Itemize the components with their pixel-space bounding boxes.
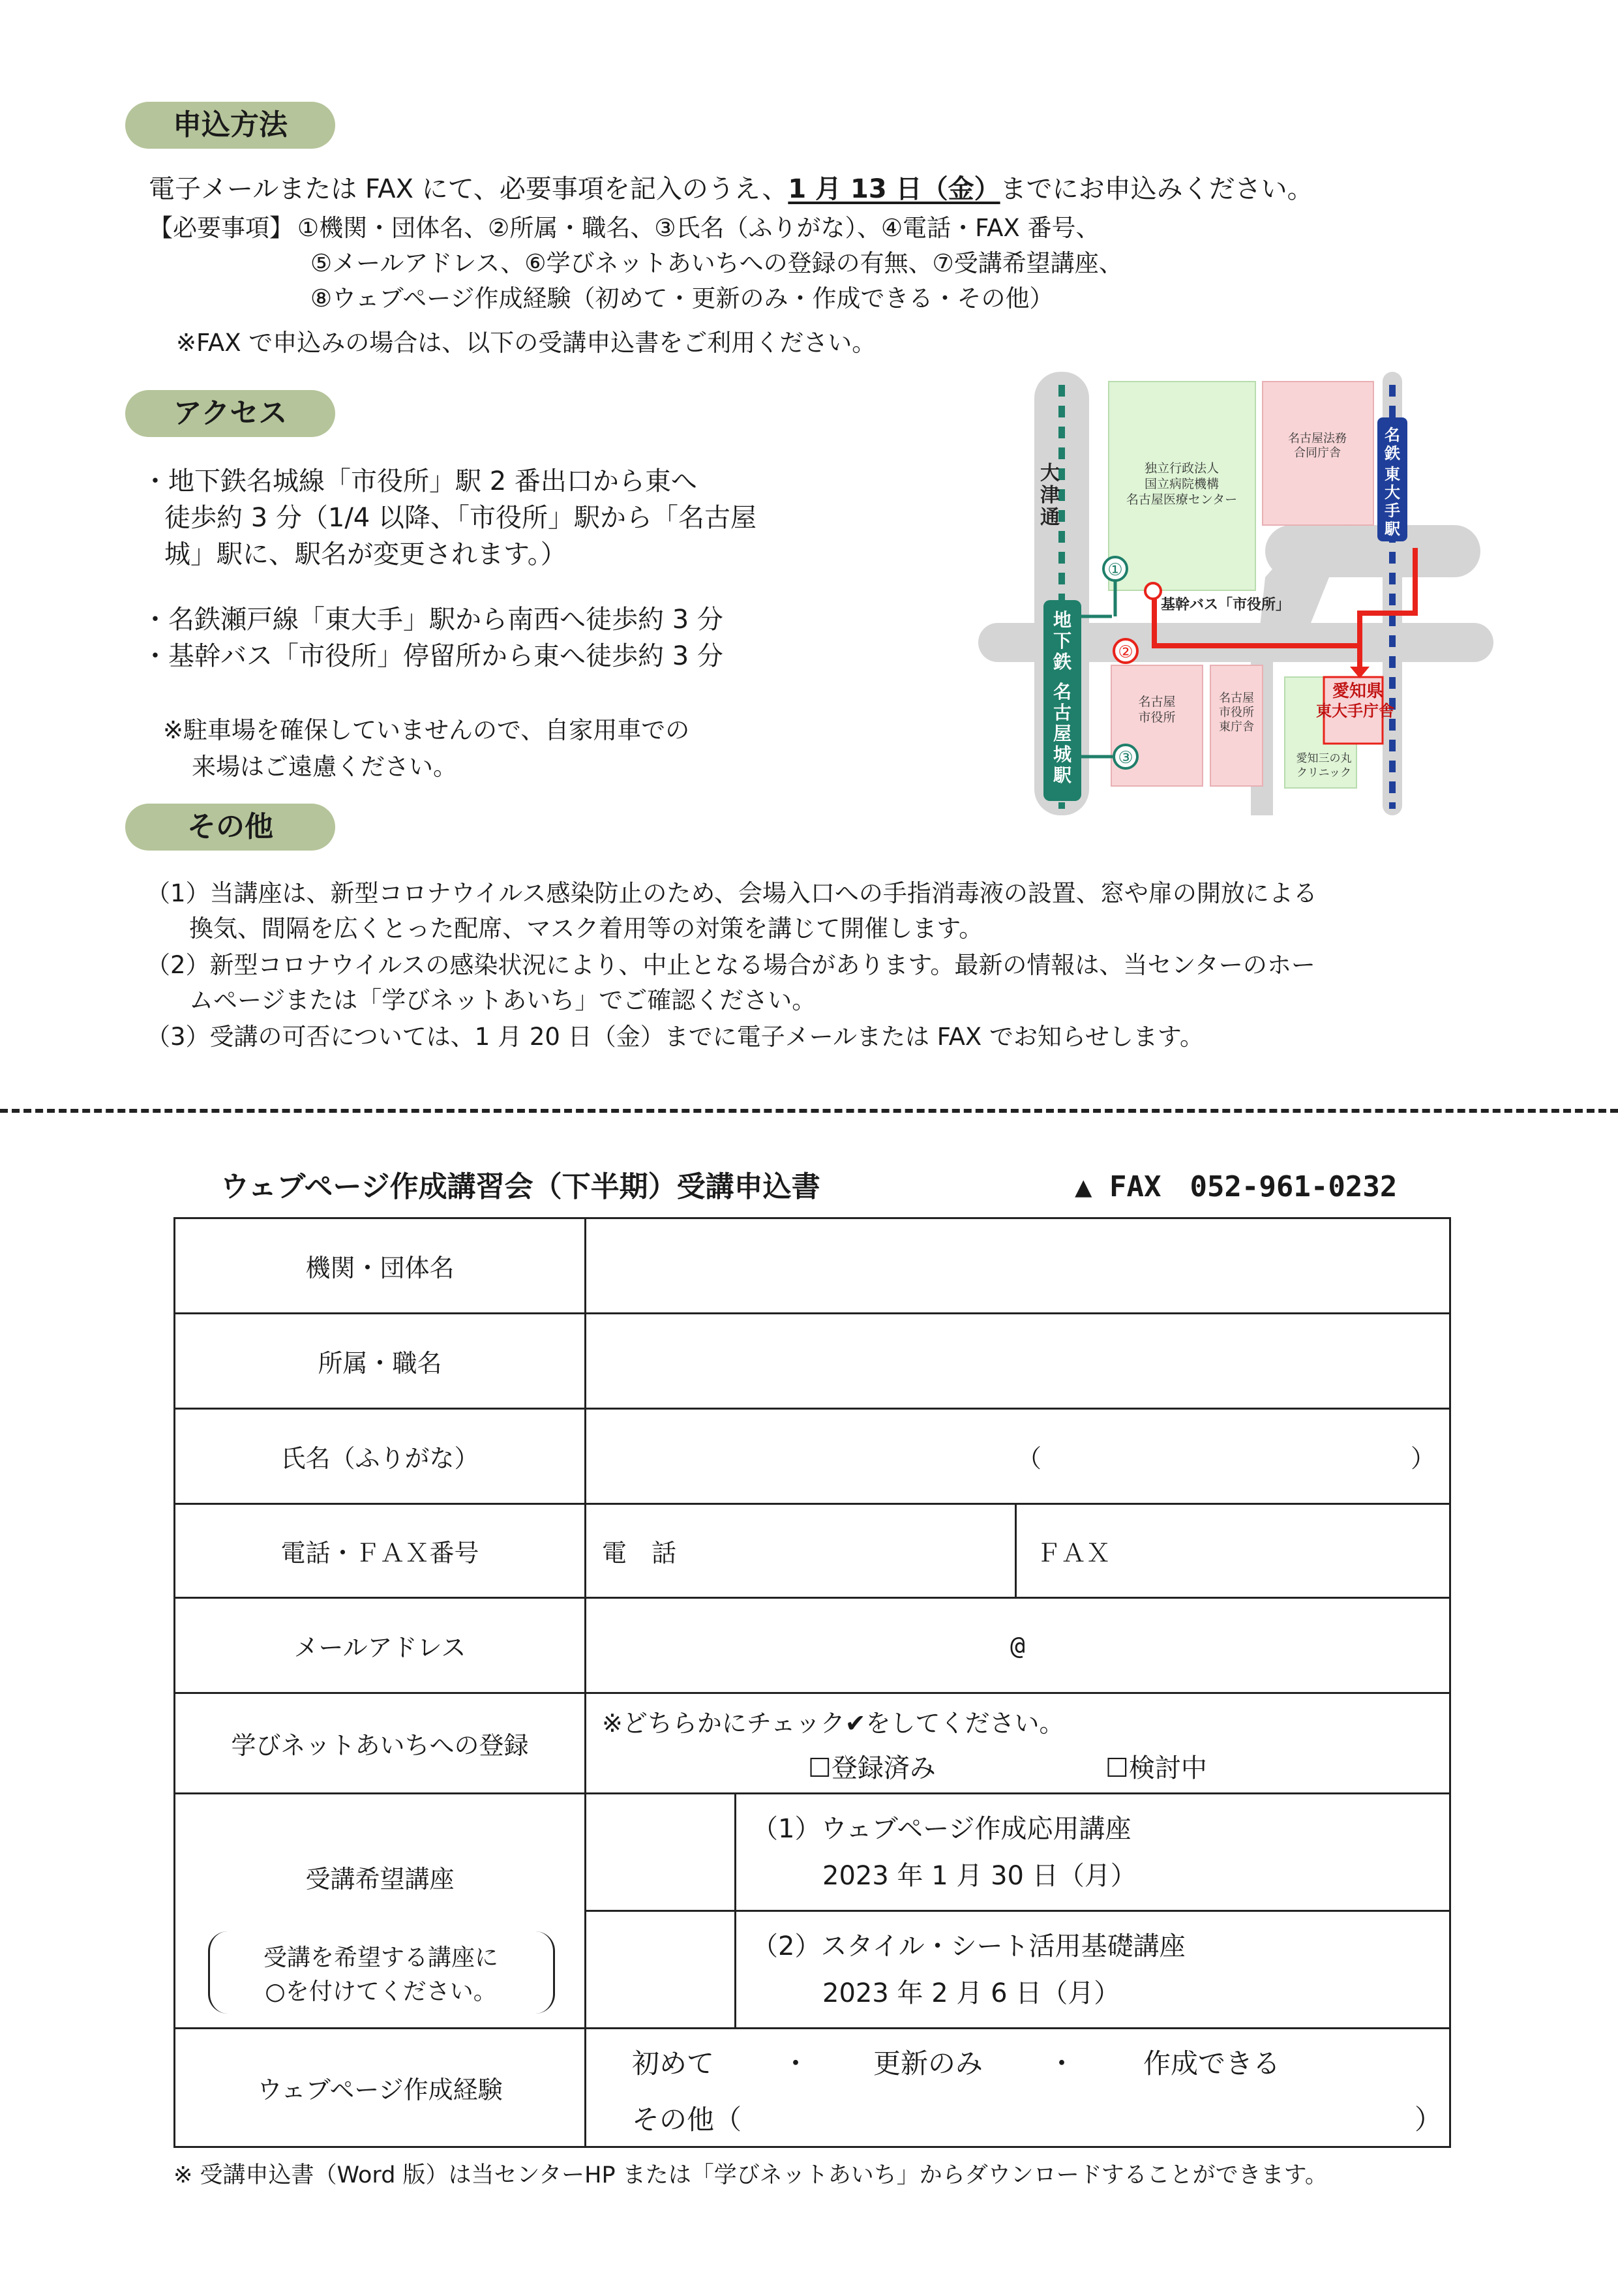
subway-label-1: 地下鉄 (1053, 609, 1072, 672)
phone-tel-label: 電 話 (602, 1539, 677, 1567)
cityhall-label-1: 名古屋 (1138, 695, 1176, 709)
course-label-cell (175, 1794, 586, 2029)
access-heading: アクセス (125, 390, 335, 437)
fax-number: ▲ FAX 052-961-0232 (1075, 1170, 1398, 1203)
exp-other-close: ） (1415, 2104, 1443, 2136)
bus-stop-icon (1145, 583, 1161, 599)
email-at: @ (1010, 1631, 1025, 1660)
apply-line1-post: までにお申込みください。 (1000, 174, 1313, 204)
req-line1: ①機関・団体名、②所属・職名、③氏名（ふりがな）、④電話・FAX 番号、 (297, 214, 1100, 242)
legal-label-1: 名古屋法務 (1288, 432, 1347, 446)
other-item3: （3）受講の可否については、1 月 20 日（金）までに電子メールまたは FAX でお知らせします。 (146, 1023, 1204, 1051)
course1-date: 2023 年 1 月 30 日（月） (822, 1860, 1137, 1891)
access-line4: ・名鉄瀬戸線「東大手」駅から南西へ徒歩約 3 分 (142, 605, 723, 635)
parking-note2: 来場はご遠慮ください。 (192, 753, 457, 781)
req-label: 【必要事項】 (149, 214, 293, 242)
name-paren-close: ） (1411, 1444, 1436, 1473)
form-footnote: ※ 受講申込書（Word 版）は当センターHP または「学びネットあいち」からダウンロードすることができます。 (173, 2162, 1328, 2188)
access-line5: ・基幹バス「市役所」停留所から東へ徒歩約 3 分 (142, 641, 723, 671)
reg-option-considering[interactable]: ☐検討中 (1105, 1753, 1207, 1783)
apply-line1-pre: 電子メールまたは FAX にて、必要事項を記入のうえ、 (149, 174, 788, 204)
exp-option-other[interactable]: その他（ (632, 2104, 742, 2136)
form-title: ウェブページ作成講習会（下半期）受講申込書 (220, 1170, 820, 1203)
aichi-label-2: 東大手庁舎 (1316, 702, 1394, 720)
apply-deadline: 1 月 13 日（金） (788, 174, 1000, 204)
reg-note: ※どちらかにチェック✔をしてください。 (602, 1709, 1064, 1738)
course1-title: （1）ウェブページ作成応用講座 (752, 1813, 1131, 1844)
exit2-label: ② (1118, 642, 1133, 662)
aichi-label-1: 愛知県 (1332, 682, 1384, 701)
exp-sep-1: ・ (782, 2047, 810, 2079)
org-field[interactable] (586, 1218, 1450, 1314)
course1-mark-field[interactable] (586, 1794, 736, 1911)
hospital-label-3: 名古屋医療センター (1126, 492, 1238, 507)
cityhall-east-label-1: 名古屋 (1219, 691, 1254, 705)
dept-field[interactable] (586, 1314, 1450, 1409)
apply-heading: 申込方法 (125, 102, 335, 149)
exp-option-first[interactable]: 初めて (632, 2047, 715, 2079)
other-heading: その他 (125, 804, 335, 851)
dept-label: 所属・職名 (175, 1314, 586, 1409)
exp-sep-2: ・ (1048, 2047, 1076, 2079)
cityhall-label-2: 市役所 (1138, 710, 1176, 725)
legal-label-2: 合同庁舎 (1294, 446, 1341, 460)
course-note-2: ○を付けてください。 (265, 1978, 497, 2005)
cut-line (0, 1109, 1618, 1113)
cityhall-east-label-2: 市役所 (1219, 706, 1254, 719)
access-line3: 城」駅に、駅名が変更されます。） (164, 539, 567, 569)
cityhall-east-label-3: 東庁舎 (1219, 720, 1254, 734)
req-line3: ⑧ウェブページ作成経験（初めて・更新のみ・作成できる・その他） (310, 284, 1054, 312)
hospital-label-1: 独立行政法人 (1144, 461, 1220, 476)
other-item2a: （2）新型コロナウイルスの感染状況により、中止となる場合があります。最新の情報は、当センターのホー (146, 951, 1315, 979)
clinic-label-1: 愛知三の丸 (1296, 752, 1352, 765)
name-field[interactable] (586, 1409, 1450, 1504)
req-line2: ⑤メールアドレス、⑥学びネットあいちへの登録の有無、⑦受講希望講座、 (310, 249, 1123, 277)
apply-note: ※FAX で申込みの場合は、以下の受講申込書をご利用ください。 (176, 329, 876, 357)
course-note-1: 受講を希望する講座に (263, 1944, 498, 1971)
other-item1a: （1）当講座は、新型コロナウイルス感染防止のため、会場入口への手指消毒液の設置、窓や扉の開放による (146, 879, 1317, 907)
access-line2: 徒歩約 3 分（1/4 以降、「市役所」駅から「名古屋 (164, 503, 757, 533)
phone-fax-label: ＦＡＸ (1036, 1539, 1111, 1567)
reg-option-registered[interactable]: ☐登録済み (808, 1753, 936, 1783)
other-item1b: 換気、間隔を広くとった配席、マスク着用等の対策を講じて開催します。 (189, 914, 983, 943)
application-form (173, 1217, 1451, 2148)
apply-line1 (149, 171, 1313, 207)
exp-field (586, 2029, 1450, 2147)
name-paren-open: （ (1017, 1444, 1042, 1473)
road-otsu-label: 大津通 (1040, 462, 1060, 529)
course2-cell (736, 1911, 1450, 2029)
course2-mark-field[interactable] (586, 1911, 736, 2029)
reg-label: 学びネットあいちへの登録 (175, 1693, 586, 1794)
clinic-label-2: クリニック (1296, 766, 1351, 779)
hospital-label-2: 国立病院機構 (1144, 477, 1220, 491)
exit1-label: ① (1107, 560, 1123, 580)
exp-option-update[interactable]: 更新のみ (873, 2047, 983, 2079)
course2-date: 2023 年 2 月 6 日（月） (822, 1978, 1120, 2008)
course1-cell (736, 1794, 1450, 1911)
other-item2b: ムページまたは「学びネットあいち」でご確認ください。 (189, 986, 816, 1014)
parking-note1: ※駐車場を確保していませんので、自家用車での (163, 716, 690, 744)
org-label: 機関・団体名 (175, 1218, 586, 1314)
phone-fax-field[interactable] (1016, 1504, 1450, 1598)
exp-option-can-create[interactable]: 作成できる (1143, 2047, 1281, 2079)
exp-label: ウェブページ作成経験 (175, 2029, 586, 2147)
bus-stop-label: 基幹バス「市役所」 (1161, 597, 1291, 613)
phone-tel-field[interactable] (586, 1504, 1016, 1598)
reg-field (586, 1693, 1450, 1794)
course-label: 受講希望講座 (305, 1864, 455, 1894)
name-label: 氏名（ふりがな） (175, 1409, 586, 1504)
access-line1: ・地下鉄名城線「市役所」駅 2 番出口から東へ (142, 466, 697, 496)
subway-label-2: 名古屋城駅 (1053, 681, 1072, 786)
exit3-label: ③ (1118, 748, 1133, 768)
phone-label: 電話・ＦＡＸ番号 (175, 1504, 586, 1598)
email-label: メールアドレス (175, 1598, 586, 1693)
access-map (978, 365, 1493, 822)
email-field[interactable] (586, 1598, 1450, 1693)
meitetsu-label: 名鉄東大手駅 (1385, 426, 1400, 538)
course2-title: （2）スタイル・シート活用基礎講座 (752, 1931, 1186, 1961)
